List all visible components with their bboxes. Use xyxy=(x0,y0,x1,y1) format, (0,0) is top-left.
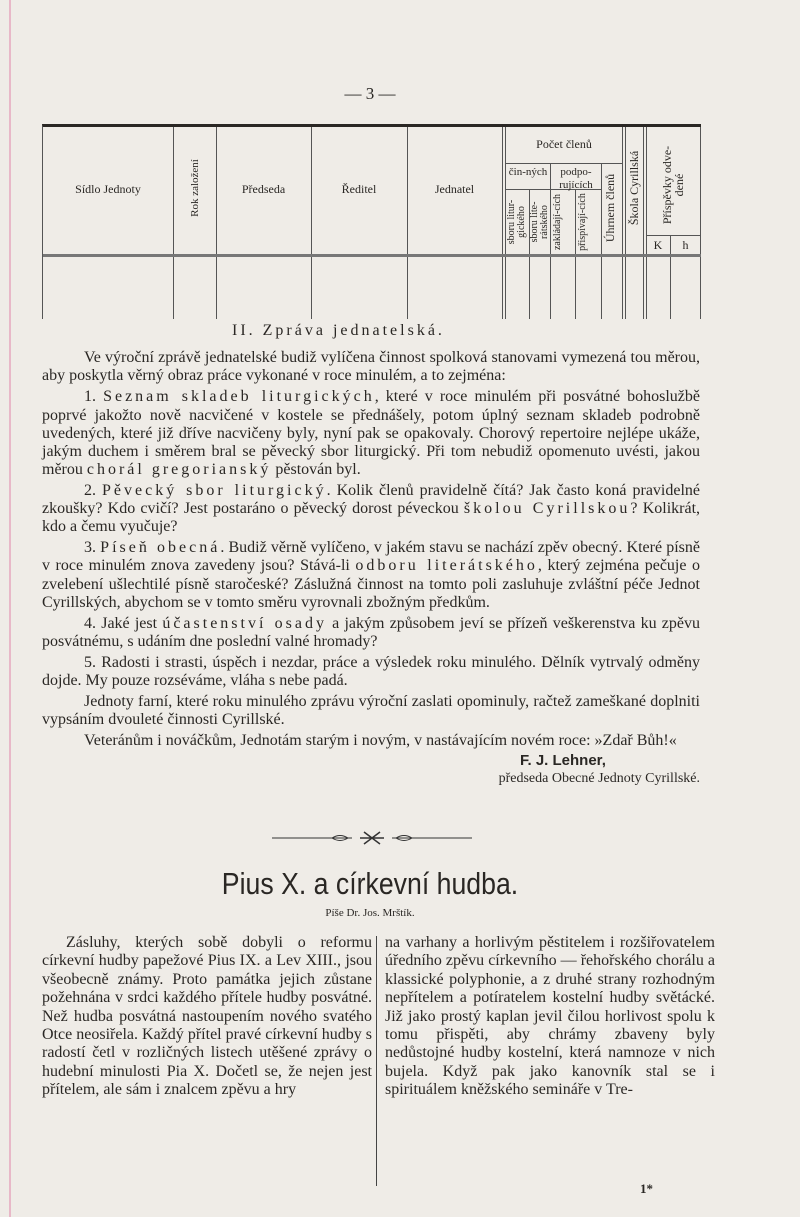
section-body xyxy=(42,349,700,788)
page-edge xyxy=(9,0,11,1217)
section-paragraph xyxy=(42,539,700,612)
emphasized-text: Seznam skladeb liturgických xyxy=(103,388,375,406)
header-prispivajicich: přispívají-cích xyxy=(577,193,588,251)
article-byline: Píše Dr. Jos. Mrštík. xyxy=(325,907,415,919)
header-zakladajicich: zakládají-cích xyxy=(552,193,563,251)
signature-name: F. J. Lehner, xyxy=(520,752,606,770)
paragraph-text: 2. xyxy=(84,482,102,500)
paragraph-text: . Kolik členů pravidelně čítá? Jak často koná pravidelné zkoušky? Kdo cvičí? Jest postaráno o pěvecký dorost péveckou xyxy=(42,482,701,518)
paragraph-text: Ve výroční zprávě jednatelské budiž vylíčena činnost spolková stanovami vymezená tou měrou, aby poskytla věrný obraz práce vykonané v roce minulém, a to zejména: xyxy=(42,349,700,385)
signature-role: předseda Obecné Jednoty Cyrillské. xyxy=(498,771,700,787)
section-paragraph xyxy=(42,349,700,385)
section-paragraph xyxy=(42,482,700,537)
header-uhrnem-clenu: Úhrnem členů xyxy=(603,173,617,243)
paragraph-text: ? Kolikrát, kdo a čemu vyučuje? xyxy=(42,500,701,536)
section-paragraph xyxy=(42,654,700,690)
section-paragraph xyxy=(42,693,700,729)
ornament-divider-icon xyxy=(272,830,472,846)
article-title: Pius X. a církevní hudba. xyxy=(221,866,519,901)
section-title-text: II. Zpráva jednatelská. xyxy=(232,322,445,339)
header-cinnych: čin-ných xyxy=(508,166,548,178)
emphasized-text: školou Cyrillskou xyxy=(463,500,631,518)
statistics-table xyxy=(42,124,701,319)
header-sboru-liturgickeho: sboru litur-gického xyxy=(506,199,527,245)
paragraph-text: 5. Radosti i strasti, úspěch i nezdar, práce a výsledek roku minulého. Dělník vytrvalý odměny dojde. My pouze rozséváme, vláha s nebe padá. xyxy=(42,653,700,689)
header-skola-cyrillska: Škola Cyrillská xyxy=(627,150,641,226)
paragraph-text: 4. Jaké jest xyxy=(84,614,163,632)
header-sboru-literatskeho: sboru lite-rátského xyxy=(529,201,550,243)
paragraph-text: , který zejména pečuje o zvelebení ušlechtilé písně staročeské? Záslužná činnost na tomto poli zasluhuje zvláštní péče Jednot Cyrillských, abychom se v tomto směru vyrovnali zbožným předkům. xyxy=(42,557,701,611)
paragraph-text: a jakým způsobem jeví se přízeň veškerenstva ku zpěvu posvátnému, s udáním dne poslední valné hromady? xyxy=(42,614,701,650)
paragraph-text: Veteránům i nováčkům, Jednotám starým i novým, v nastávajícím novém roce: »Zdař Bůh!« xyxy=(84,731,677,749)
article-paragraph: Zásluhy, kterých sobě dobyli o reformu církevní hudby papežové Pius IX. a Lev XIII., jsou všeobecně známy. Proto památka jejich zůstane požehnána v srdci každého přítele hudby posvátné. Než hudba posvátná nastoupením nového svatého Otce neosiřela. Každý přítel pravé církevní hudby s radostí četl v rozličných listech utěšené zprávy o hudební minulosti Pia X. Dočetl se, že nejen jest přítelem, ale sám i znalcem zpěvu a hry xyxy=(42,934,372,1099)
section-title xyxy=(232,322,445,340)
emphasized-text: chorál gregorianský xyxy=(86,461,272,479)
emphasized-text: Píseň obecná xyxy=(100,539,221,557)
paragraph-text: pěstován byl. xyxy=(271,461,361,479)
paragraph-text: , které v roce minulém při posvátné bohoslužbě poprvé jakožto nově nacvičené v kostele se přednášely, potom úplný seznam skladeb podrobně uvedených, které již dříve nacvičeny byly, nyní pak se opakovaly. Chorový repertoire nejlépe ukáže, jakým duchem i směrem bral se pěvecký sbor liturgický. Při tom nebudiž opomenuto uvésti, jakou měrou xyxy=(42,388,701,479)
header-predseda: Předseda xyxy=(241,182,286,196)
header-prispevky-odvedene: Příspěvky odve-dené xyxy=(660,145,686,225)
paragraph-text: Jednoty farní, které roku minulého zprávu výroční zaslati opominuly, račtež zameškané doplniti vypsáním dvouleté činnosti Cyrillské. xyxy=(42,692,700,728)
header-rok-zalozeni: Rok založení xyxy=(189,159,201,217)
section-paragraph xyxy=(42,615,700,651)
emphasized-text: odboru literátského xyxy=(355,557,538,575)
article-left-column xyxy=(42,934,372,1100)
emphasized-text: účastenství osady xyxy=(162,614,327,632)
article-paragraph: na varhany a horlivým pěstitelem i rozšiřovatelem úředního zpěvu církevního — řehořského chorálu a klassické polyphonie, a z druhé strany rozhodným nepřítelem a potíratelem kostelní hudby světácké. Již jako prostý kaplan jevil čilou horlivost spolu k tomu přispěti, aby chrámy zbaveny byly nedůstojné hudby kostelní, která namnoze v nich bujela. Když pak jako kanovník stal se i spirituálem kněžského semináře v Tre- xyxy=(385,934,715,1099)
paragraph-text: . Budiž věrně vylíčeno, v jakém stavu se nachází zpěv obecný. Které písně v roce minulém znova zavedeny jsou? Stává-li xyxy=(42,539,700,575)
header-sidlo-jednoty: Sídlo Jednoty xyxy=(75,182,141,196)
paragraph-text: 1. xyxy=(84,388,104,406)
header-k: K xyxy=(653,238,663,252)
header-jednatel: Jednatel xyxy=(434,182,475,196)
signature-mark: 1* xyxy=(640,1181,653,1196)
header-h: h xyxy=(682,238,689,252)
header-pocet-clenu: Počet členů xyxy=(536,137,592,151)
section-paragraph xyxy=(42,732,700,750)
paragraph-text: 3. xyxy=(84,539,101,557)
header-reditel: Ředitel xyxy=(341,182,377,196)
column-divider xyxy=(376,936,377,1186)
section-paragraph xyxy=(42,388,700,479)
section-paragraphs xyxy=(42,349,700,750)
page-number: — 3 — xyxy=(344,84,396,103)
header-podporujicich: podpo-rujících xyxy=(559,166,593,191)
emphasized-text: Pěvecký sbor liturgický xyxy=(101,482,327,500)
article-right-column xyxy=(385,934,715,1100)
